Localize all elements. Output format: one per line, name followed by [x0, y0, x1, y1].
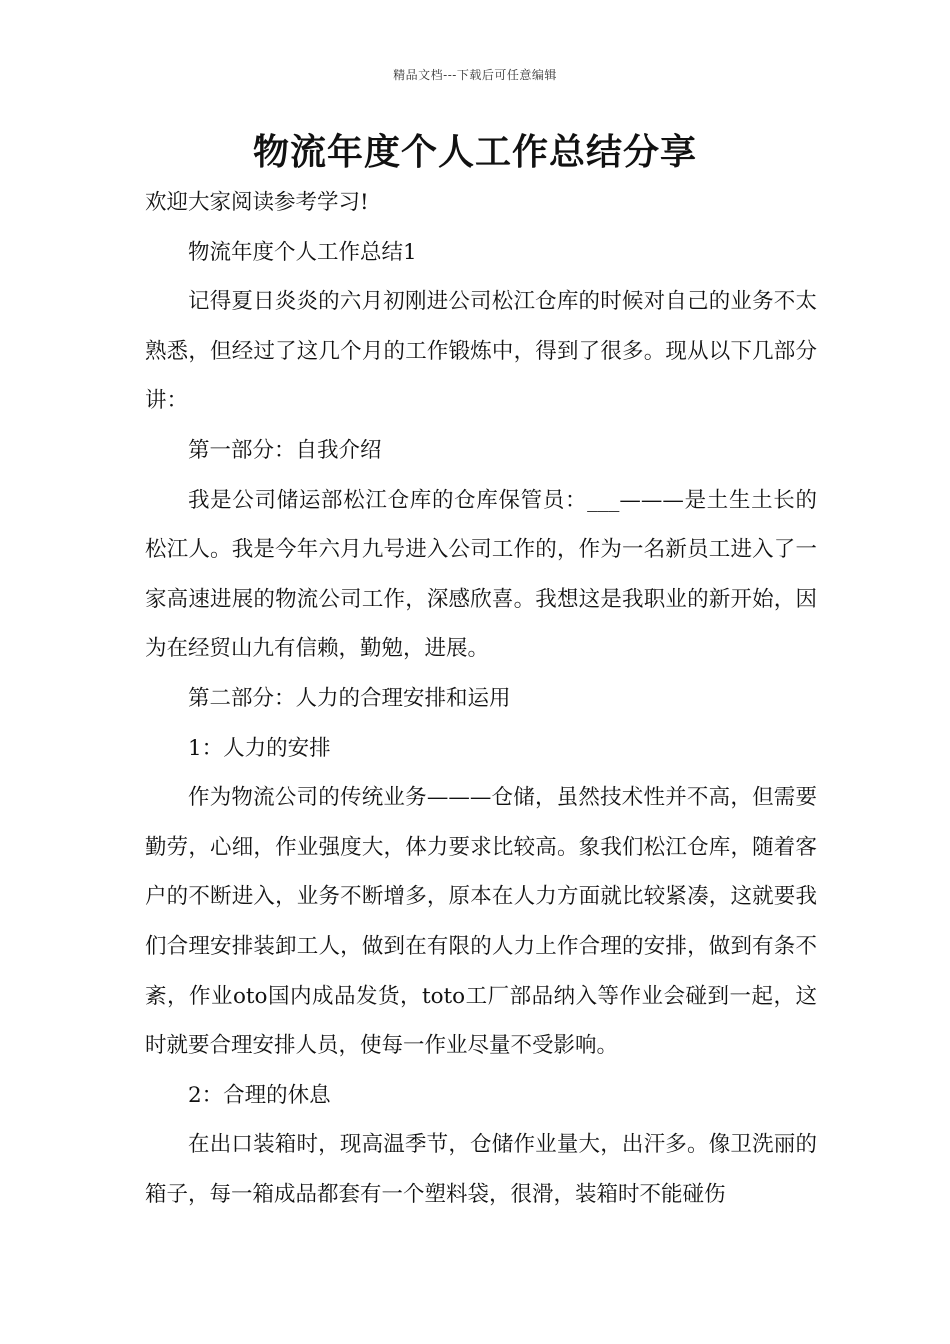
section-heading: 第二部分：人力的合理安排和运用	[188, 685, 511, 711]
body-paragraph: 在出口装箱时，现高温季节，仓储作业量大，出汗多。像卫洗丽的箱子，每一箱成品都套有一个塑料袋，很滑，装箱时不能碰伤	[145, 1132, 817, 1207]
document-title: 物流年度个人工作总结分享	[252, 131, 697, 173]
body-paragraph: 我是公司储运部松江仓库的仓库保管员：___———是土生土长的松江人。我是今年六月九号进入公司工作的，作为一名新员工进入了一家高速进展的物流公司工作，深感欣喜。我想这是我职业的新开始，因为在经贸山九有信赖，勤勉，进展。	[145, 487, 817, 662]
body-paragraph: 记得夏日炎炎的六月初刚进公司松江仓库的时候对自己的业务不太熟悉，但经过了这几个月的工作锻炼中，得到了很多。现从以下几部分讲：	[145, 289, 817, 414]
document-body	[145, 178, 817, 1219]
subsection-heading: 1：人力的安排	[188, 735, 331, 761]
subsection-heading: 2：合理的休息	[188, 1082, 331, 1108]
body-paragraph: 作为物流公司的传统业务———仓储，虽然技术性并不高，但需要勤劳，心细，作业强度大，体力要求比较高。象我们松江仓库，随着客户的不断进入，业务不断增多，原本在人力方面就比较紧凑，这就要我们合理安排装卸工人，做到在有限的人力上作合理的安排，做到有条不紊，作业oto国内成品发货，toto工厂部品纳入等作业会碰到一起，这时就要合理安排人员，使每一作业尽量不受影响。	[145, 785, 817, 1059]
header-note: 精品文档---下载后可任意编辑	[393, 68, 557, 82]
greeting-paragraph: 欢迎大家阅读参考学习!	[145, 190, 369, 215]
section-heading: 第一部分：自我介绍	[188, 437, 382, 463]
section-heading: 物流年度个人工作总结1	[188, 239, 417, 265]
